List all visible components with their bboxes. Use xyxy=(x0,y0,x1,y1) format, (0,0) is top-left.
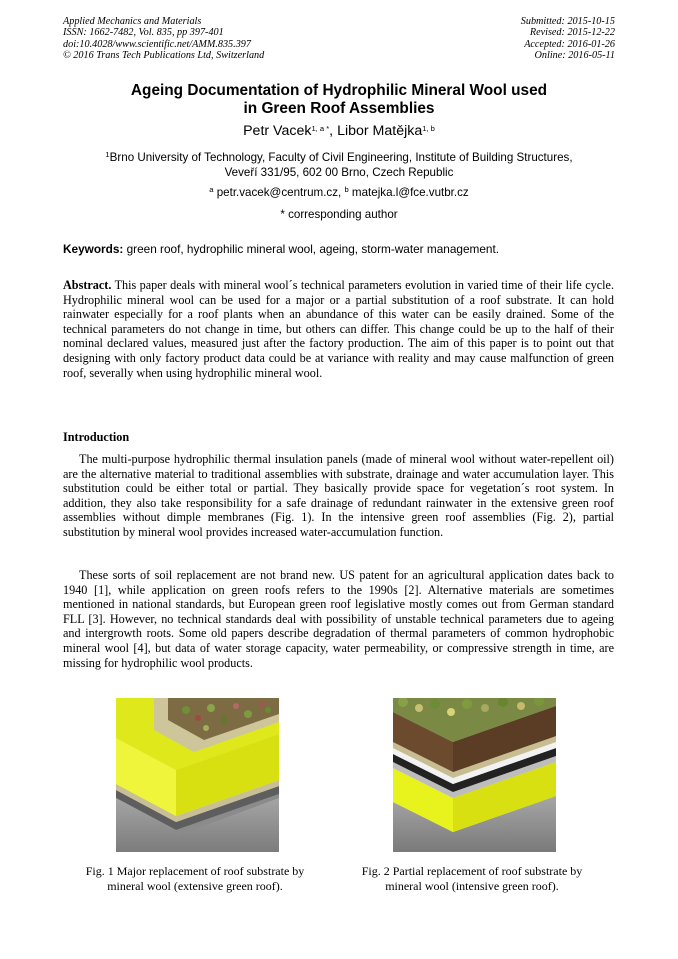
keywords xyxy=(63,242,623,257)
figure-2-image xyxy=(393,698,556,852)
journal-info xyxy=(63,16,264,61)
paper-title xyxy=(40,82,638,118)
intro-paragraph-1: The multi-purpose hydrophilic thermal insulation panels (made of mineral wool without water-repellent oil) are the alternative material to traditional assemblies with substrate, drainage and water accumulation layer. This substitution could be either total or partial. They basically provide space for vegetation´s root system. In addition, they also take responsibility for a safe drainage of redundant rainwater in the extensive green roof assemblies without dimple membranes (Fig. 1). In the intensive green roof assemblies (Fig. 2), partial substitution by mineral wool provides increased water-accumulation function. xyxy=(63,452,614,539)
email-a-mark: a xyxy=(209,185,214,194)
title-line-2: in Green Roof Assemblies xyxy=(243,100,435,117)
affiliation-line-2: Veveří 331/95, 602 00 Brno, Czech Republic xyxy=(224,166,454,180)
online-date: Online: 2016-05-11 xyxy=(534,49,615,61)
figure-1-caption xyxy=(63,864,327,893)
affiliation-line-1: Brno University of Technology, Faculty of Civil Engineering, Institute of Building Structures, xyxy=(109,151,573,164)
figure-1-caption-line-2: mineral wool (extensive green roof). xyxy=(107,878,283,893)
author-list xyxy=(40,122,638,140)
abstract-label: Abstract. xyxy=(63,278,112,292)
doi-line: doi:10.4028/www.scientific.net/AMM.835.397 xyxy=(63,38,251,50)
corresponding-author-note: * corresponding author xyxy=(280,208,398,221)
figure-1-image xyxy=(116,698,279,852)
email-b-mark: b xyxy=(344,185,349,194)
affiliation-mark: 1 xyxy=(105,150,110,159)
abstract xyxy=(63,278,614,380)
author-separator: , xyxy=(329,123,338,139)
author-1: Petr Vacek xyxy=(243,123,312,139)
email-addresses xyxy=(40,185,638,200)
author-2-marks: 1, b xyxy=(422,124,435,133)
abstract-text: This paper deals with mineral wool´s technical parameters evolution in varied time of their life cycle. Hydrophilic mineral wool can be used for a major or a partial substitution of a roof substrate. It can hold rainwater especially for a roof plants when an abundance of this water can be easily drained. Some of the technical parameters do not change in time, but others can differ. This change could be up to the half of their nominal declared values, measured just after the factory production. The aim of this paper is to point out that designing with only factory product data could be at variance with reality and may cause malfunction of green roof, severally when using hydrophilic mineral wool. xyxy=(63,278,614,380)
keywords-label: Keywords: xyxy=(63,242,124,256)
figure-2-caption xyxy=(340,864,604,893)
copyright-line: © 2016 Trans Tech Publications Ltd, Switzerland xyxy=(63,49,265,61)
figure-2-illustration xyxy=(393,698,556,852)
title-line-1: Ageing Documentation of Hydrophilic Mineral Wool used xyxy=(130,82,548,99)
author-2: Libor Matějka xyxy=(337,123,423,139)
intro-paragraph-2: These sorts of soil replacement are not brand new. US patent for an agricultural application dates back to 1940 [1], while application on green roofs refers to the 1990s [2]. Alternative materials are sometimes mentioned in national standards, but European green roof legislative mostly comes out from German standard FLL [3]. However, no technical standards deal with possibility of unstable technical parameters due to ageing and intergrowth roots. Some old papers describe degradation of thermal parameters of common hydrophobic mineral wool [4], but data of water storage capacity, water permeability, or compressive strength in time, are missing for hydrophilic wool products. xyxy=(63,568,614,670)
section-heading-introduction: Introduction xyxy=(63,430,130,444)
figure-2-caption-line-2: mineral wool (intensive green roof). xyxy=(385,878,559,893)
figure-2-caption-line-1: Fig. 2 Partial replacement of roof substrate by xyxy=(361,864,583,878)
email-b: matejka.l@fce.vutbr.cz xyxy=(348,186,469,199)
accepted-date: Accepted: 2016-01-26 xyxy=(524,38,615,50)
issn-line: ISSN: 1662-7482, Vol. 835, pp 397-401 xyxy=(63,27,224,39)
email-a: petr.vacek@centrum.cz, xyxy=(213,186,345,199)
journal-name: Applied Mechanics and Materials xyxy=(63,16,202,27)
keywords-text: green roof, hydrophilic mineral wool, ageing, storm-water management. xyxy=(123,242,500,256)
submitted-date: Submitted: 2015-10-15 xyxy=(520,16,615,27)
affiliation xyxy=(40,150,638,181)
figure-1-illustration xyxy=(116,698,279,852)
author-1-marks: 1, a * xyxy=(311,124,330,133)
publication-dates xyxy=(521,16,615,61)
revised-date: Revised: 2015-12-22 xyxy=(529,27,615,39)
figure-1-caption-line-1: Fig. 1 Major replacement of roof substrate by xyxy=(85,864,305,878)
